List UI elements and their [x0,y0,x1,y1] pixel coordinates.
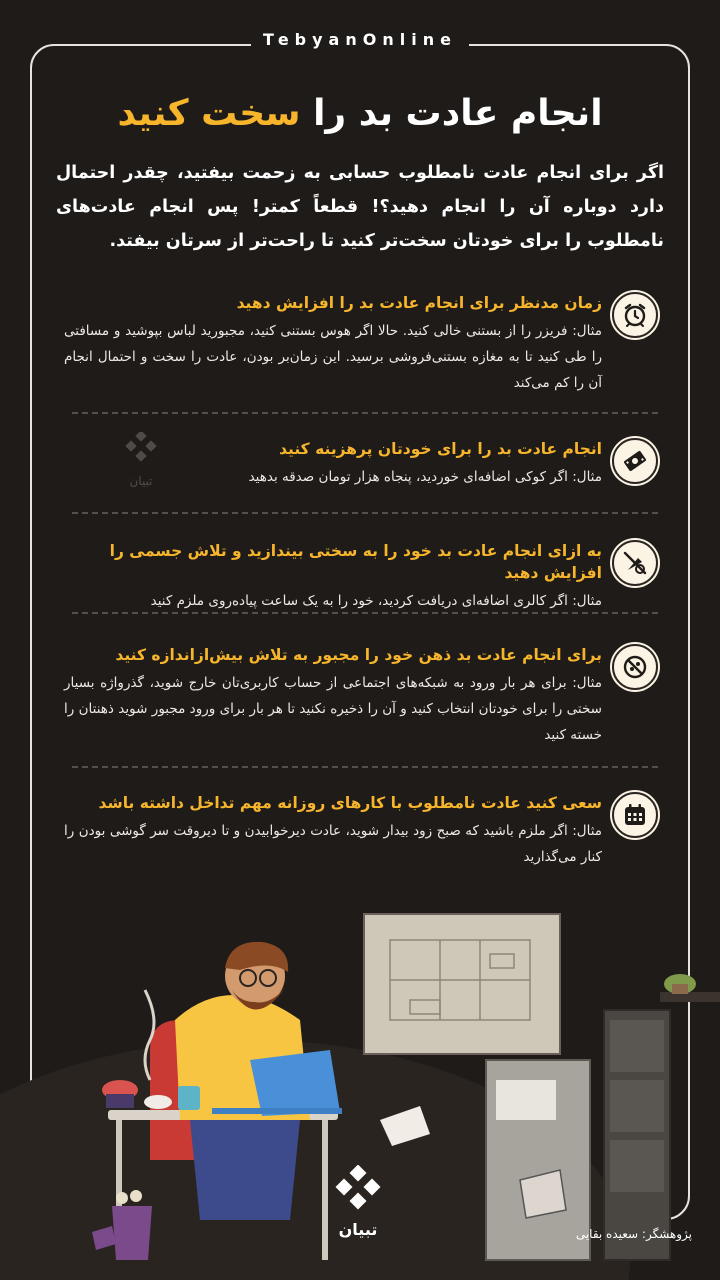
tip-title-1: زمان مدنظر برای انجام عادت بد را افزایش دهید [236,294,602,312]
no-social-icon [612,644,658,690]
brand-header [0,30,720,49]
tip-item-1 [60,292,660,402]
tip-title-4: برای انجام عادت بد ذهن خود را مجبور به تلاش بیش‌ازاندازه کنید [115,646,602,664]
intro-text: اگر برای انجام عادت نامطلوب حسابی به زحمت بیفتید، چقدر احتمال دارد دوباره آن را انجام دهید؟! قطعاً کمتر! پس انجام عادت‌های نامطلوب را برای خودتان سخت‌تر کنید تا راحت‌تر از سرتان بیفتد. [56,163,664,251]
money-icon [612,438,658,484]
tip-item-3 [60,540,660,609]
tip-text-5: مثال: اگر ملزم باشید که صبح زود بیدار شوید، عادت دیرخوابیدن و تا دیروقت سر گوشی بودن را کنار می‌گذارید [64,823,602,865]
tip-text-1: مثال: فریزر را از بستنی خالی کنید. حالا اگر هوس بستنی کنید، مجبورید لباس بپوشید و مسافتی را طی کنید تا به مغازه بستنی‌فروشی برسید. این زمان‌بر بودن، عادت را سخت و احتمال انجام آن را کم می‌کند [64,323,602,391]
page-title [60,92,660,136]
tip-text-2: مثال: اگر کوکی اضافه‌ای خوردید، پنجاه هزار تومان صدقه بدهید [248,469,602,485]
title-part: انجام عادت بد را [300,93,603,134]
tip-item-4 [60,644,660,744]
tip-item-5 [60,792,660,872]
tip-text-4: مثال: برای هر بار ورود به شبکه‌های اجتماعی از حساب کاربری‌تان خارج شوید، گذرواژه بسیار سختی را برای خودتان انتخاب کنید و آن را ذخیره نکنید تا هر بار برای ورود مجبور شوید ذهنتان را خسته کنید [64,675,602,743]
tebyan-logo-text: تبیان [338,1220,378,1239]
alarm-clock-icon [612,292,658,338]
divider-4 [72,766,658,768]
tip-title-3: به ازای انجام عادت بد خود را به سختی بیندازید و تلاش جسمی را افزایش دهید [109,542,602,582]
tip-item-2 [60,438,660,498]
title-highlight: سخت کنید [117,93,301,134]
divider-3 [72,612,658,614]
brand-name: TebyanOnline [251,30,469,49]
calendar-icon [612,792,658,838]
tip-text-3: مثال: اگر کالری اضافه‌ای دریافت کردید، خود را به یک ساعت پیاده‌روی ملزم کنید [150,593,602,609]
tebyan-logo [318,1165,398,1245]
watermark-text: تبیان [129,474,153,488]
tip-title-2: انجام عادت بد را برای خودتان پرهزینه کنید [279,440,602,458]
divider-1 [72,412,658,414]
no-food-icon [612,540,658,586]
divider-2 [72,512,658,514]
author-credit: پژوهشگر: سعیده بقایی [575,1227,692,1241]
tip-title-5: سعی کنید عادت نامطلوب با کارهای روزانه مهم تداخل داشته باشد [98,794,602,812]
tebyan-logo-icon [318,1165,398,1215]
